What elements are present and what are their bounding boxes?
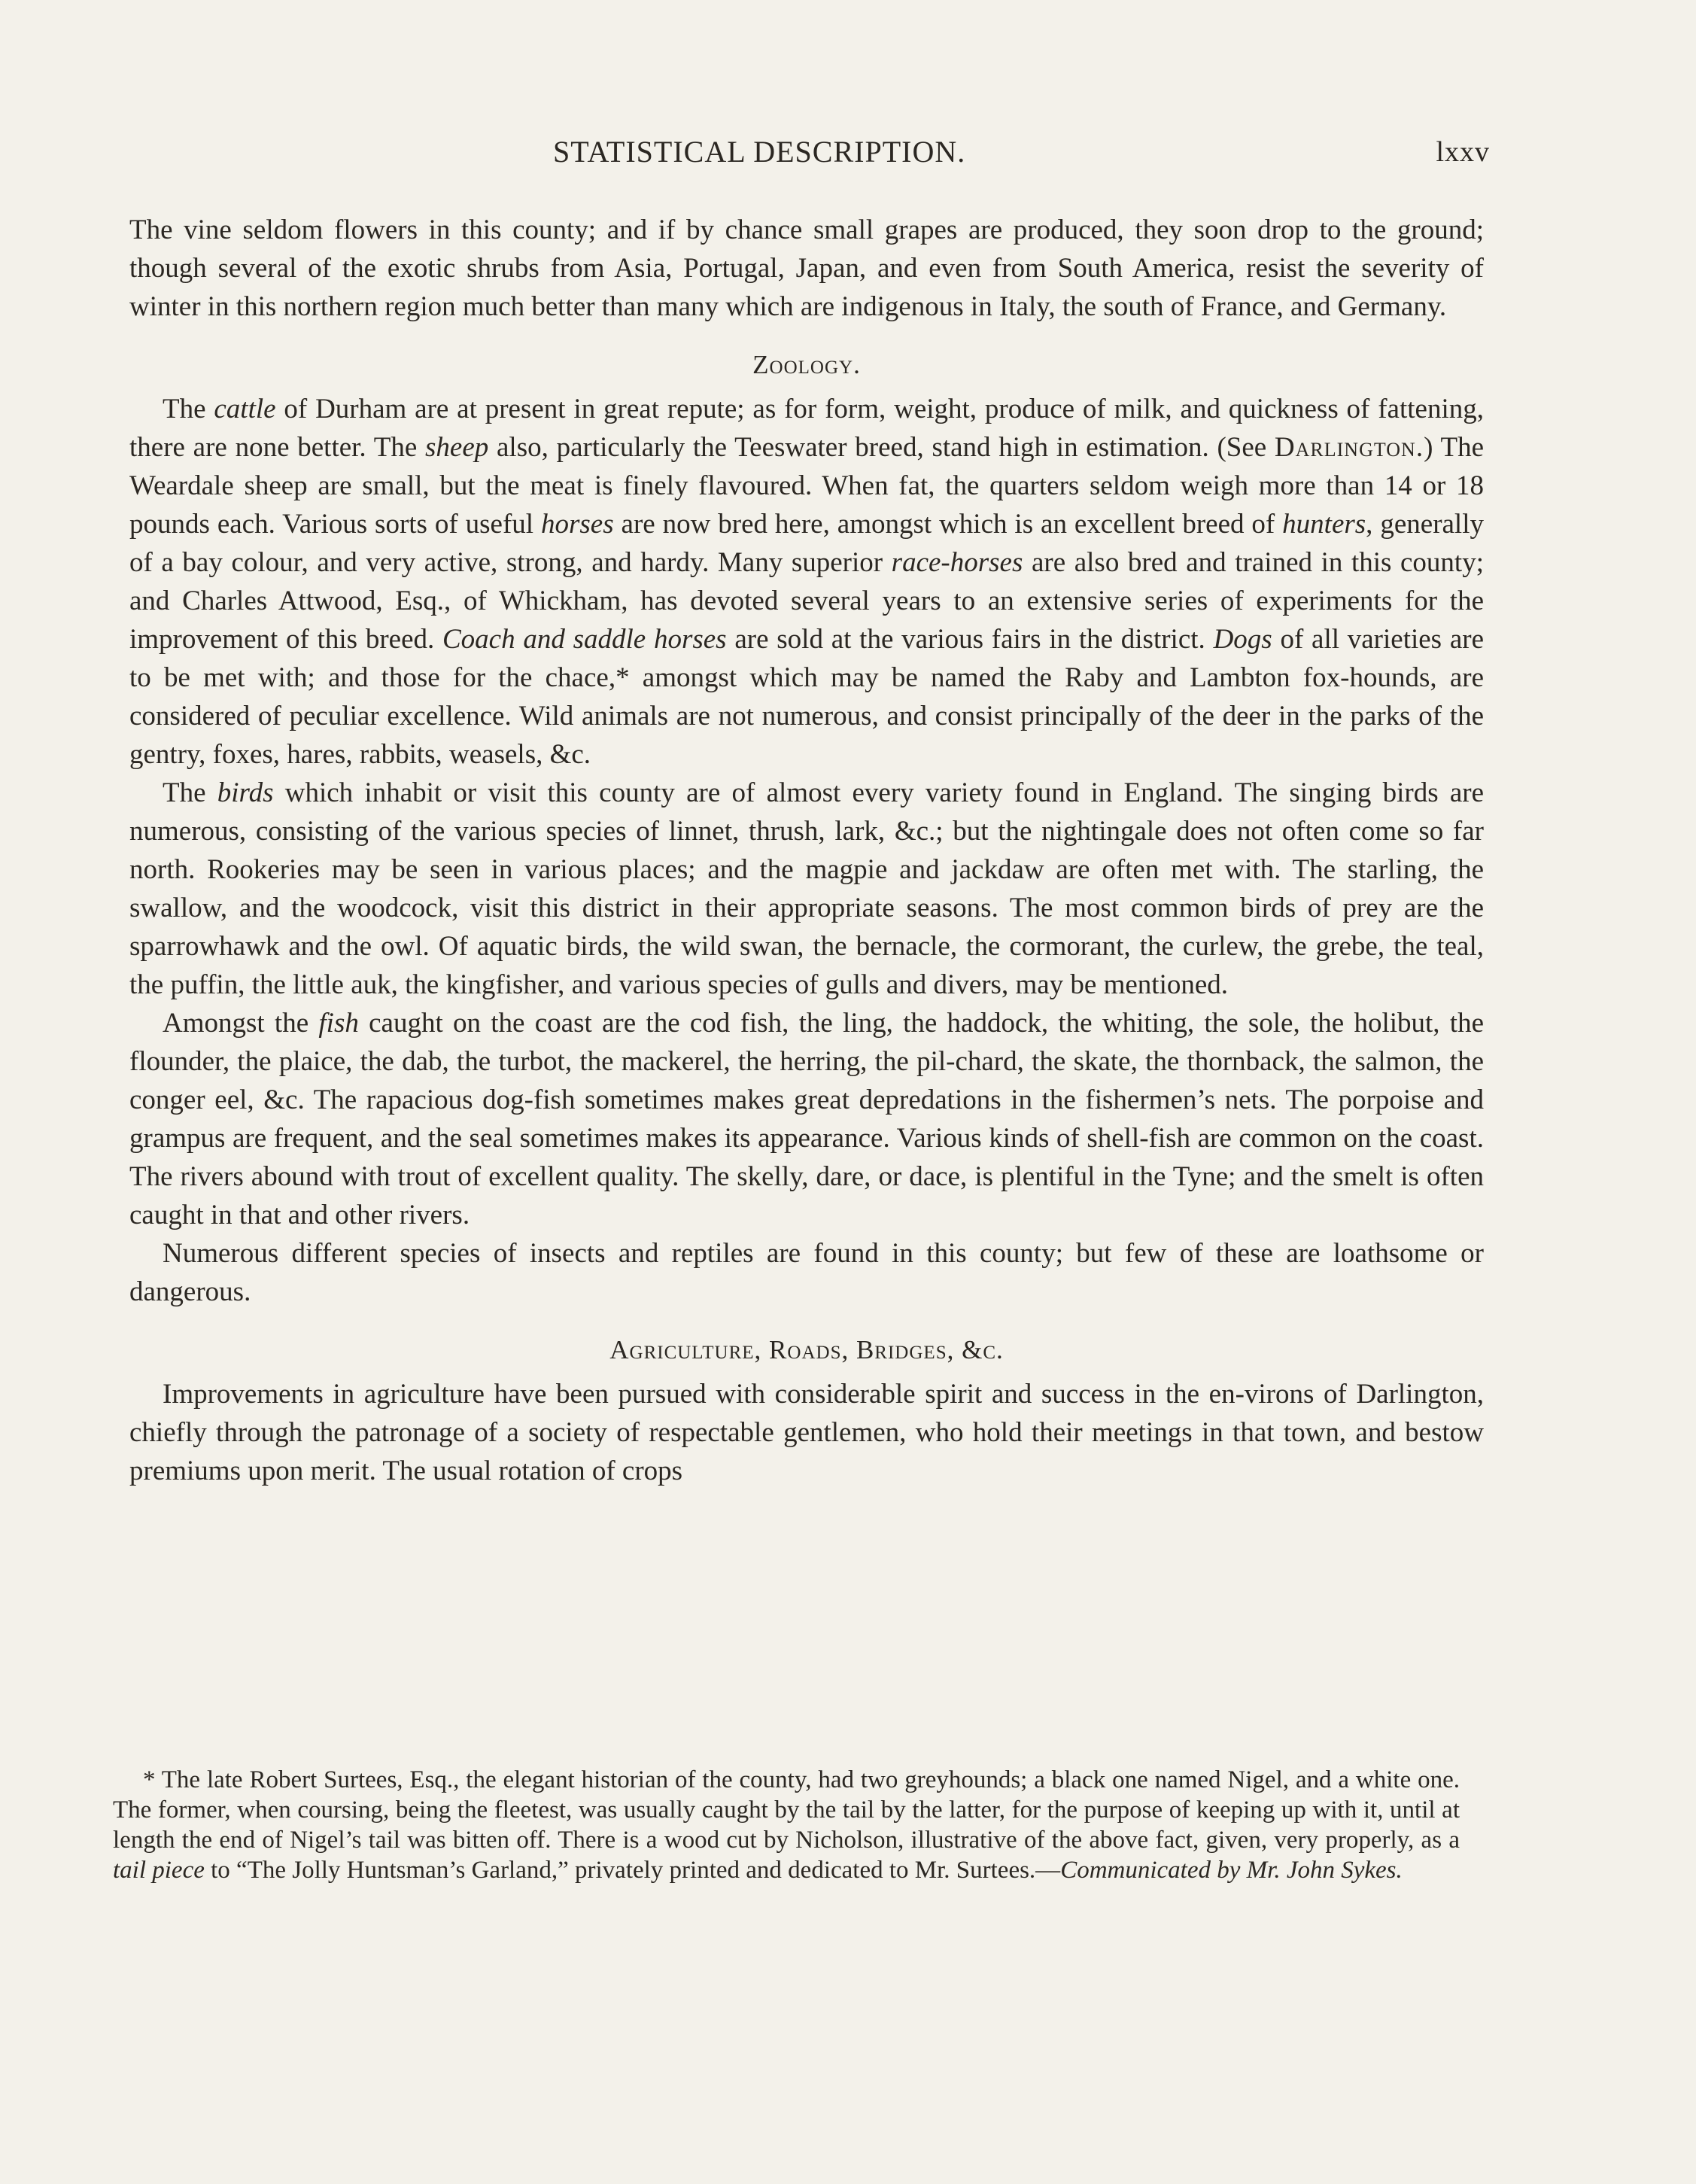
paragraph-birds — [129, 774, 1484, 1004]
paragraph-insects: Numerous different species of insects and reptiles are found in this county; but few of these are loathsome or dangerous. — [129, 1238, 1484, 1307]
text-run: also, particularly the Teeswater breed, stand high in estimation. (See — [488, 432, 1275, 463]
footnote-credit: Communicated by Mr. John Sykes. — [1060, 1857, 1403, 1884]
main-text — [129, 211, 1484, 1490]
text-run: * The late Robert Surtees, Esq., the elegant historian of the county, had two greyhounds; a black one named Nigel, and a white one. The former, when coursing, being the fleetest, was usually caught by the tail by the latter, for the purpose of keeping up with it, until at length the end of Nigel’s tail was bitten off. There is a wood cut by Nicholson, illustrative of the above fact, given, very properly, as a — [113, 1766, 1460, 1854]
italic-term: fish — [318, 1008, 359, 1039]
footnote — [113, 1765, 1460, 1885]
text-run: are also bred and trained in this county; and Charles Attwood, Esq., of Whickham, has devoted several years to an extensive series of experiments for the improvement of this breed. — [129, 547, 1484, 655]
page-number: lxxv — [1436, 136, 1490, 168]
text-run: , generally of a bay colour, and very active, strong, and hardy. Many superior — [129, 509, 1484, 578]
text-run: The — [163, 394, 214, 424]
paragraph-fish — [129, 1004, 1484, 1234]
section-heading-zoology: Zoology. — [752, 350, 861, 379]
paragraph-cattle — [129, 390, 1484, 774]
text-run: of all varieties are to be met with; and those for the chace,* amongst which may be named the Raby and Lambton fox-hounds, are considered of peculiar excellence. Wild animals are not numerous, and consist principally of the deer in the parks of the gentry, foxes, hares, rabbits, weasels, &c. — [129, 624, 1485, 770]
italic-term: race-horses — [891, 547, 1023, 578]
text-run: Amongst the — [163, 1008, 319, 1039]
text-run: to “The Jolly Huntsman’s Garland,” privately printed and dedicated to Mr. Surtees.— — [204, 1857, 1061, 1884]
paragraph-agriculture: Improvements in agriculture have been pursued with considerable spirit and success in the en-virons of Darlington, chiefly through the patronage of a society of respectable gentlemen, who hold their meetings in that town, and bestow premiums upon merit. The usual rotation of crops — [129, 1379, 1484, 1486]
text-run: are now bred here, amongst which is an excellent breed of — [613, 509, 1283, 540]
italic-term: Dogs — [1213, 624, 1272, 655]
italic-term: horses — [540, 509, 614, 540]
cross-reference: Darlington. — [1274, 432, 1424, 463]
text-run: of Durham are at present in great repute; as for form, weight, produce of milk, and quickness of fattening, there are none better. The — [129, 394, 1484, 463]
text-run: which inhabit or visit this county are of almost every variety found in England. The singing birds are numerous, consisting of the various species of linnet, thrush, lark, &c.; but the nightingale does not often come so far north. Rookeries may be seen in various places; and the magpie and jackdaw are often met with. The starling, the swallow, and the woodcock, visit this district in their appropriate seasons. The most common birds of prey are the sparrowhawk and the owl. Of aquatic birds, the wild swan, the bernacle, the cormorant, the curlew, the grebe, the teal, the puffin, the little auk, the kingfisher, and various species of gulls and divers, may be mentioned. — [129, 777, 1485, 1000]
italic-term: birds — [217, 777, 274, 808]
footnote-text — [113, 1765, 1460, 1885]
italic-term: hunters — [1282, 509, 1366, 540]
text-run: The — [163, 777, 217, 808]
text-run: are sold at the various fairs in the district. — [726, 624, 1214, 655]
italic-term: Coach and saddle horses — [442, 624, 727, 655]
running-head — [128, 134, 1490, 179]
text-run: ) The Weardale sheep are small, but the meat is finely flavoured. When fat, the quarters seldom weigh more than 14 or 18 pounds each. Various sorts of useful — [129, 432, 1484, 540]
paragraph-vine: The vine seldom flowers in this county; and if by chance small grapes are produced, they soon drop to the ground; though several of the exotic shrubs from Asia, Portugal, Japan, and even from South America, resist the severity of winter in this northern region much better than many which are indigenous in Italy, the south of France, and Germany. — [129, 214, 1484, 322]
italic-term: sheep — [425, 432, 489, 463]
running-title: STATISTICAL DESCRIPTION. — [553, 135, 966, 169]
italic-term: cattle — [214, 394, 276, 424]
section-heading-agriculture: Agriculture, Roads, Bridges, &c. — [609, 1335, 1004, 1364]
text-run: caught on the coast are the cod fish, the ling, the haddock, the whiting, the sole, the holibut, the flounder, the plaice, the dab, the turbot, the mackerel, the herring, the pil-chard, the skate, the thornback, the salmon, the conger eel, &c. The rapacious dog-fish sometimes makes great depredations in the fishermen’s nets. The porpoise and grampus are frequent, and the seal sometimes makes its appearance. Various kinds of shell-fish are common on the coast. The rivers abound with trout of excellent quality. The skelly, dare, or dace, is plentiful in the Tyne; and the smelt is often caught in that and other rivers. — [129, 1008, 1484, 1230]
italic-term: tail piece — [113, 1857, 205, 1884]
